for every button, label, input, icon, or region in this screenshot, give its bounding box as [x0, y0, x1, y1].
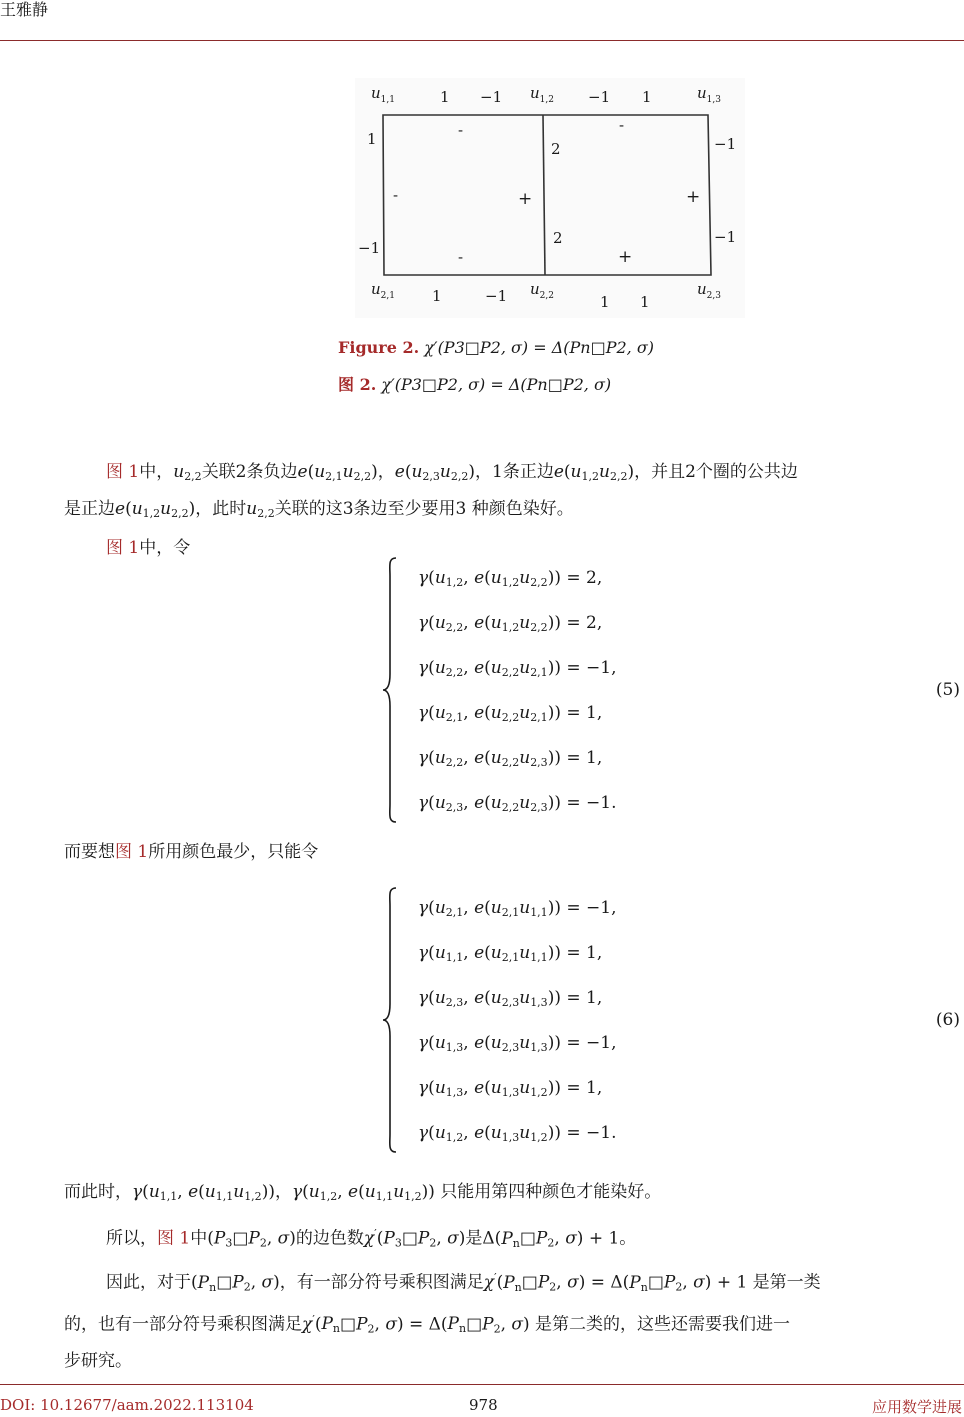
sign-left-right: +	[518, 189, 533, 209]
eq6-line-6: $\gamma(u_{1,2}$, $e(u_{1,3}u_{1,2})) = -1$.	[418, 1123, 617, 1144]
caption-cn-formula: χ′(P3□P2, σ) = Δ(Pn□P2, σ)	[381, 375, 612, 394]
figure-caption-en	[338, 338, 654, 357]
vertex-u13: $u_{1,3}$	[697, 84, 721, 105]
vertex-u11: $u_{1,1}$	[371, 84, 395, 105]
edge-label-bottom-right-2: 1	[640, 293, 650, 311]
edge-label-left-2: −1	[358, 239, 381, 257]
vertex-u21: $u_{2,1}$	[371, 280, 395, 301]
edge-label-top-left-1: 1	[440, 88, 450, 106]
edge-label-right-1: −1	[714, 135, 737, 153]
paragraph-6: 因此，对于($P_n□P_2$, σ)，有一部分符号乘积图满足$\chi'(P_n□P_2$, $\sigma) = \Delta(P_n□P_2$, σ) + 1 是第一类 的，也有一部分符号乘积图满足$\chi'(P_n□P_2$, $\sigma) = \Delta(P_n□P_2$, σ) 是第二类的，这些还需要我们进一 步研究。	[64, 1271, 821, 1372]
ref-figure-1[interactable]: 图 1	[106, 462, 140, 482]
figure-graph	[355, 78, 745, 318]
vertex-u12: $u_{1,2}$	[530, 84, 554, 105]
sign-right-bottom: +	[618, 247, 633, 267]
eq6-line-5: $\gamma(u_{1,3}$, $e(u_{1,3}u_{1,2})) = 1$,	[418, 1078, 603, 1099]
vertex-u22: $u_{2,2}$	[530, 280, 554, 301]
edge-label-left-1: 1	[367, 130, 377, 148]
sign-right-right: +	[686, 187, 701, 207]
paragraph-2: 图 1中，令	[106, 538, 191, 558]
edge-label-right-2: −1	[714, 228, 737, 246]
sign-left-top: -	[458, 121, 464, 139]
edge-label-bottom-right-1: 1	[600, 293, 610, 311]
edge-label-middle-2: 2	[553, 229, 563, 247]
edge-label-bottom-left-2: −1	[485, 287, 508, 305]
eq6-line-2: $\gamma(u_{1,1}$, $e(u_{2,1}u_{1,1})) = 1$,	[418, 943, 603, 964]
caption-cn-label: 图 2.	[338, 375, 377, 394]
caption-en-label: Figure 2.	[338, 338, 420, 357]
eq5-number: (5)	[935, 680, 960, 700]
edge-label-top-right-2: 1	[642, 88, 652, 106]
paragraph-3: 而要想图 1所用颜色最少，只能令	[64, 842, 319, 862]
eq6-number: (6)	[935, 1010, 960, 1030]
paragraph-5: 所以，图 1中($P_3□P_2$, σ)的边色数$\chi'(P_3□P_2$, σ)是$\Delta(P_n□P_2$, σ) + 1。	[106, 1227, 637, 1250]
eq5-line-3: $\gamma(u_{2,2}$, $e(u_{2,2}u_{2,1})) = -1$,	[418, 658, 617, 679]
footer-journal[interactable]: 应用数学进展	[871, 1398, 962, 1416]
equation-5	[380, 556, 960, 826]
edge-label-bottom-left-1: 1	[432, 287, 442, 305]
eq5-line-5: $\gamma(u_{2,2}$, $e(u_{2,2}u_{2,3})) = 1$,	[418, 748, 603, 769]
left-brace-icon	[380, 886, 400, 1154]
paragraph-1: 图 1中，$u_{2,2}$关联2条负边$e(u_{2,1}u_{2,2})$，$e(u_{2,3}u_{2,2})$，1条正边$e(u_{1,2}u_{2,2})$，并且2个圈的公共边 是正边$e(u_{1,2}u_{2,2})$，此时$u_{2,2}$关联的这3条边至少要用3 种颜色染好。	[64, 462, 798, 520]
figure-caption-cn	[338, 372, 611, 395]
header-rule	[0, 40, 964, 41]
header-author: 王雅静	[0, 0, 49, 19]
edge-label-middle-1: 2	[551, 140, 561, 158]
caption-en-formula: χ′(P3□P2, σ) = Δ(Pn□P2, σ)	[424, 338, 654, 357]
eq5-line-4: $\gamma(u_{2,1}$, $e(u_{2,2}u_{2,1})) = 1$,	[418, 703, 603, 724]
sign-left-bottom: -	[458, 248, 464, 266]
paragraph-4: 而此时，$\gamma(u_{1,1}$, $e(u_{1,1}u_{1,2})$)，$\gamma(u_{1,2}$, $e(u_{1,1}u_{1,2})$) 只能用第四种颜色才能染好。	[64, 1182, 662, 1203]
ref-figure-1[interactable]: 图 1	[115, 842, 149, 862]
footer-doi[interactable]: DOI: 10.12677/aam.2022.113104	[0, 1396, 254, 1414]
footer-page-number: 978	[469, 1396, 498, 1414]
footer-rule	[0, 1384, 964, 1385]
edge-label-top-left-2: −1	[480, 88, 503, 106]
ref-figure-1[interactable]: 图 1	[106, 538, 140, 558]
eq6-line-1: $\gamma(u_{2,1}$, $e(u_{2,1}u_{1,1})) = -1$,	[418, 898, 617, 919]
sign-left-left: -	[393, 186, 399, 204]
eq6-line-3: $\gamma(u_{2,3}$, $e(u_{2,3}u_{1,3})) = 1$,	[418, 988, 603, 1009]
vertex-u23: $u_{2,3}$	[697, 280, 721, 301]
equation-6	[380, 886, 960, 1156]
eq5-line-2: $\gamma(u_{2,2}$, $e(u_{1,2}u_{2,2})) = 2$,	[418, 613, 603, 634]
eq5-line-1: $\gamma(u_{1,2}$, $e(u_{1,2}u_{2,2})) = 2$,	[418, 568, 603, 589]
eq6-line-4: $\gamma(u_{1,3}$, $e(u_{2,3}u_{1,3})) = -1$,	[418, 1033, 617, 1054]
sign-right-top: -	[619, 116, 625, 134]
left-brace-icon	[380, 556, 400, 824]
eq5-line-6: $\gamma(u_{2,3}$, $e(u_{2,2}u_{2,3})) = -1$.	[418, 793, 617, 814]
ref-figure-1[interactable]: 图 1	[157, 1228, 191, 1249]
edge-label-top-right-1: −1	[588, 88, 611, 106]
